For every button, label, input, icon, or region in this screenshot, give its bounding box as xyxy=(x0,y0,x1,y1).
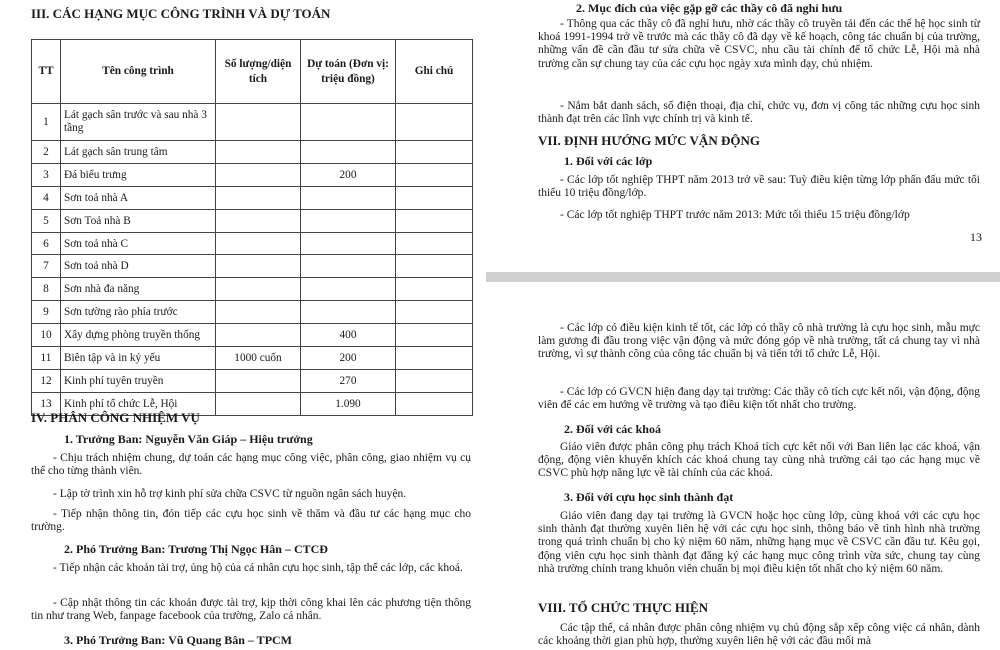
cell-quantity xyxy=(216,104,301,141)
cell-tt: 10 xyxy=(32,324,61,347)
cell-name: Sơn toả nhà A xyxy=(61,186,216,209)
cell-quantity xyxy=(216,255,301,278)
table-header-row xyxy=(32,40,473,104)
paragraph: - Các lớp tốt nghiệp THPT trước năm 2013: Mức tối thiểu 15 triệu đồng/lớp xyxy=(560,209,910,221)
cell-estimate xyxy=(301,209,396,232)
paragraph: - Các lớp có GVCN hiện đang dạy tại trường: Các thầy cô tích cực kết nối, vận động, động viên để các em hướng về trường và tạo điều kiện tốt nhất cho trường. xyxy=(538,386,980,412)
cell-note xyxy=(396,392,473,415)
cell-note xyxy=(396,347,473,370)
table-row xyxy=(32,104,473,141)
page-separator xyxy=(486,272,1000,282)
paragraph: - Tiếp nhận thông tin, đón tiếp các cựu học sinh về thăm và đầu tư các hạng mục cho trường. xyxy=(31,508,471,534)
cell-estimate: 1.090 xyxy=(301,392,396,415)
cell-tt: 5 xyxy=(32,209,61,232)
cell-name: Đá biểu trưng xyxy=(61,163,216,186)
cell-estimate xyxy=(301,186,396,209)
cell-name: Sơn nhà đa năng xyxy=(61,278,216,301)
cell-name: Biên tập và in kỷ yếu xyxy=(61,347,216,370)
header-quantity: Số lượng/diện tích xyxy=(216,40,301,104)
sub-heading-3: 3. Phó Trưởng Ban: Vũ Quang Bân – TPCM xyxy=(64,633,293,647)
table-row xyxy=(32,209,473,232)
table-row xyxy=(32,324,473,347)
sub-heading-1: 1. Trưởng Ban: Nguyễn Văn Giáp – Hiệu trưởng xyxy=(64,432,313,446)
cell-tt: 13 xyxy=(32,392,61,415)
cell-note xyxy=(396,209,473,232)
sub-heading: 1. Đối với các lớp xyxy=(564,154,653,168)
sub-heading-2: 2. Phó Trưởng Ban: Trương Thị Ngọc Hân – CTCĐ xyxy=(64,542,328,556)
paragraph: - Thông qua các thầy cô đã nghỉ hưu, nhờ các thầy cô truyền tải đến các thế hệ học sinh từ khoá 1991-1994 trở về trước mà các thầy cô đã dạy về kế hoạch, công tác chuẩn bị của trường, những vấn đề cần đầu tư sửa chữa về CSVC, nhu cầu tài chính để tổ chức Lễ, Hội mà nhà trường cần sự chung tay của các cựu học ngày xưa mình dạy, chủ nhiệm. xyxy=(538,18,980,70)
cell-quantity xyxy=(216,392,301,415)
cell-note xyxy=(396,255,473,278)
paragraph: - Tiếp nhận các khoản tài trợ, ủng hộ của cá nhân cựu học sinh, tập thể các lớp, các khoá. xyxy=(53,562,463,574)
cell-tt: 3 xyxy=(32,163,61,186)
right-bottom-page xyxy=(486,282,1000,650)
paragraph: Giáo viên được phân công phụ trách Khoá tích cực kết nối với Ban liên lạc các khoá, vận động, động viên khuyến khích các khoá chung tay cùng nhà trường cải tạo các hạng mục về CSVC phù hợp năng lực về tài chính của các khoá. xyxy=(538,441,980,480)
cell-tt: 4 xyxy=(32,186,61,209)
cell-tt: 8 xyxy=(32,278,61,301)
cell-quantity xyxy=(216,163,301,186)
cell-name: Sơn Toả nhà B xyxy=(61,209,216,232)
paragraph: - Các lớp tốt nghiệp THPT năm 2013 trở về sau: Tuỳ điều kiện từng lớp phấn đấu mức tối thiểu 10 triệu đồng/lớp. xyxy=(538,174,980,200)
cell-note xyxy=(396,163,473,186)
paragraph: Các tập thể, cá nhân được phân công nhiệm vụ chủ động sắp xếp công việc cá nhân, dành các khoảng thời gian phù hợp, thường xuyên liên hệ với các đầu mối mà xyxy=(538,622,980,648)
cell-note xyxy=(396,186,473,209)
cell-tt: 11 xyxy=(32,347,61,370)
cell-name: Lát gạch sân trước và sau nhà 3 tầng xyxy=(61,104,216,141)
paragraph: - Nắm bắt danh sách, số điện thoại, địa chỉ, chức vụ, đơn vị công tác những cựu học sinh thành đạt trên các lĩnh vực chính trị và kinh tế. xyxy=(538,100,980,126)
sub-heading: 2. Mục đích của việc gặp gỡ các thầy cô đã nghỉ hưu xyxy=(576,1,843,15)
cell-estimate xyxy=(301,104,396,141)
sub-heading: 2. Đối với các khoá xyxy=(564,422,661,436)
table-row xyxy=(32,301,473,324)
cell-estimate: 200 xyxy=(301,163,396,186)
cell-tt: 2 xyxy=(32,141,61,164)
cell-tt: 1 xyxy=(32,104,61,141)
cell-tt: 9 xyxy=(32,301,61,324)
table-row xyxy=(32,255,473,278)
paragraph: - Lập tờ trình xin hỗ trợ kinh phí sửa chữa CSVC từ nguồn ngân sách huyện. xyxy=(53,488,407,500)
page-number: 13 xyxy=(970,230,982,244)
cell-quantity xyxy=(216,186,301,209)
cell-estimate xyxy=(301,255,396,278)
cell-name: Lát gạch sân trung tâm xyxy=(61,141,216,164)
cell-quantity xyxy=(216,209,301,232)
cell-quantity xyxy=(216,369,301,392)
header-name: Tên công trình xyxy=(61,40,216,104)
cell-estimate xyxy=(301,141,396,164)
cell-name: Xây dựng phòng truyền thống xyxy=(61,324,216,347)
cell-tt: 12 xyxy=(32,369,61,392)
table-row xyxy=(32,163,473,186)
paragraph: - Chịu trách nhiệm chung, dự toán các hạng mục công việc, phân công, giao nhiệm vụ cụ thể cho từng thành viên. xyxy=(31,452,471,478)
cell-estimate xyxy=(301,232,396,255)
section4-title: IV. PHÂN CÔNG NHIỆM VỤ xyxy=(31,410,200,425)
cell-note xyxy=(396,278,473,301)
cell-tt: 7 xyxy=(32,255,61,278)
cell-name: Sơn toả nhà C xyxy=(61,232,216,255)
cell-estimate: 400 xyxy=(301,324,396,347)
left-page xyxy=(0,0,486,650)
cell-estimate xyxy=(301,301,396,324)
paragraph: - Cập nhật thông tin các khoản được tài trợ, kịp thời công khai lên các phương tiện thông tin như trang Web, fanpage facebook của trường, Zalo cá nhân. xyxy=(31,597,471,623)
table-row xyxy=(32,141,473,164)
cell-note xyxy=(396,232,473,255)
header-tt: TT xyxy=(32,40,61,104)
cell-note xyxy=(396,301,473,324)
cell-name: Kinh phí tuyên truyền xyxy=(61,369,216,392)
paragraph: - Các lớp có điều kiện kinh tế tốt, các lớp có thầy cô nhà trường là cựu học sinh, mẫu mực làm gương đi đầu trong việc vận động và mức đóng góp về nhà trường, tất cả chung tay vì nhà trường, vì sự thành công của công tác chuẩn bị và tiến tới tổ chức Lễ, Hội. xyxy=(538,322,980,361)
sub-heading: 3. Đối với cựu học sinh thành đạt xyxy=(564,490,734,504)
cell-quantity xyxy=(216,278,301,301)
section8-title: VIII. TỔ CHỨC THỰC HIỆN xyxy=(538,600,709,615)
table-row xyxy=(32,369,473,392)
cell-estimate: 200 xyxy=(301,347,396,370)
cell-note xyxy=(396,141,473,164)
section7-title: VII. ĐỊNH HƯỚNG MỨC VẬN ĐỘNG xyxy=(538,133,760,148)
table-row xyxy=(32,278,473,301)
right-top-page xyxy=(486,0,1000,272)
table-row xyxy=(32,186,473,209)
cell-quantity xyxy=(216,324,301,347)
cell-estimate xyxy=(301,278,396,301)
cell-name: Sơn tường rào phía trước xyxy=(61,301,216,324)
header-note: Ghi chú xyxy=(396,40,473,104)
cell-quantity xyxy=(216,141,301,164)
section3-title: III. CÁC HẠNG MỤC CÔNG TRÌNH VÀ DỰ TOÁN xyxy=(31,6,331,21)
cell-quantity xyxy=(216,232,301,255)
cell-note xyxy=(396,324,473,347)
paragraph: Giáo viên đang dạy tại trường là GVCN hoặc học cùng lớp, cùng khoá với các cựu học sinh thành đạt thường xuyên liên hệ với các cựu học sinh, thông báo về tình hình nhà trường trong quá trình chuẩn bị cho kỷ niệm 60 năm, những hạng mục về CSVC cần đầu tư. Kêu gọi, động viên cựu học sinh thành đạt đăng ký các hạng mục công trình vừa sức, chung tay cùng nhà trường chỉnh trang khuôn viên chuẩn bị mọi điều kiện tốt nhất cho kỷ niệm 60 năm. xyxy=(538,510,980,575)
cell-quantity: 1000 cuốn xyxy=(216,347,301,370)
cell-estimate: 270 xyxy=(301,369,396,392)
cell-name: Kinh phí tổ chức Lễ, Hội xyxy=(61,392,216,415)
budget-table xyxy=(31,39,473,416)
table-row xyxy=(32,232,473,255)
cell-note xyxy=(396,104,473,141)
cell-note xyxy=(396,369,473,392)
cell-name: Sơn toả nhà D xyxy=(61,255,216,278)
cell-tt: 6 xyxy=(32,232,61,255)
table-row xyxy=(32,347,473,370)
header-estimate: Dự toán (Đơn vị: triệu đồng) xyxy=(301,40,396,104)
cell-quantity xyxy=(216,301,301,324)
